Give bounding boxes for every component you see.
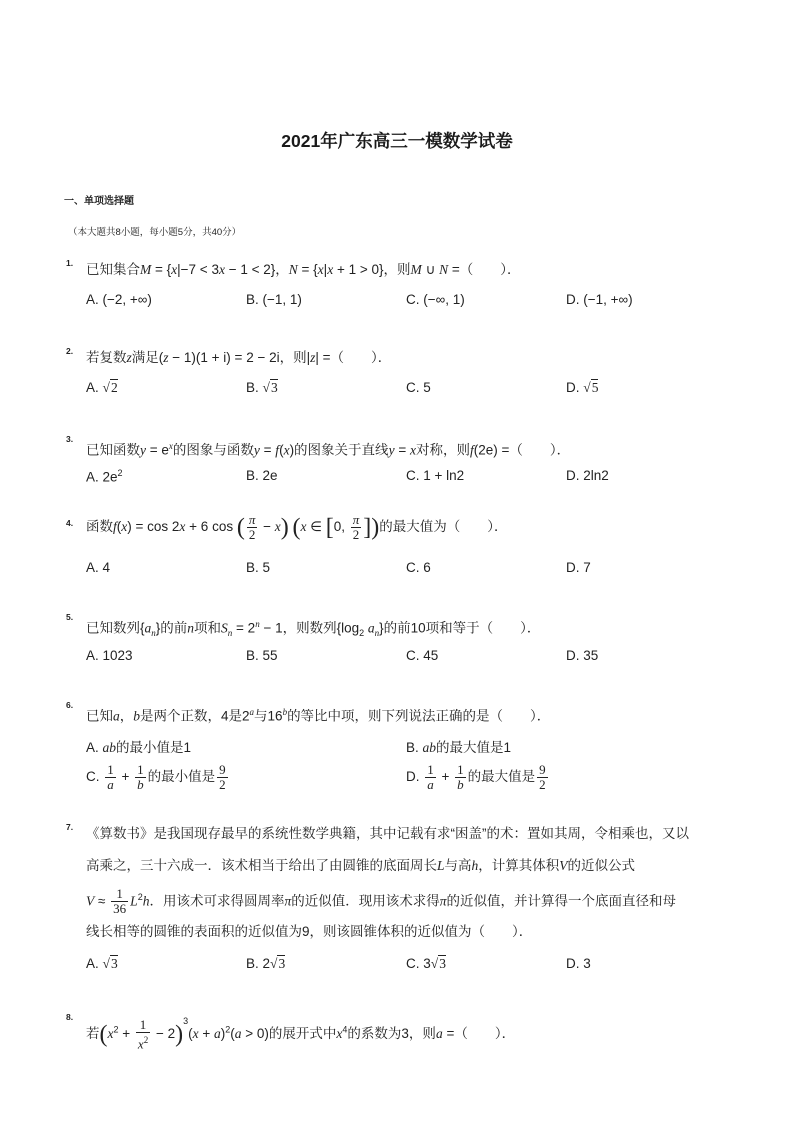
page-title: 2021年广东高三一模数学试卷 bbox=[281, 131, 513, 151]
option-c[interactable]: C. 1 + ln2 bbox=[406, 468, 465, 483]
option-a[interactable]: A. 4 bbox=[86, 560, 111, 575]
question-stem: 若复数z满足(z − 1)(1 + i) = 2 − 2i，则|z| =（ ）． bbox=[86, 350, 392, 365]
option-b[interactable]: B. 2√3 bbox=[246, 956, 286, 971]
option-d[interactable]: D. 2ln2 bbox=[566, 468, 609, 483]
option-b[interactable]: B. 2e bbox=[246, 468, 278, 483]
question-number: 1. bbox=[66, 258, 74, 268]
option-c[interactable]: C. 6 bbox=[406, 560, 431, 575]
option-d[interactable]: D. 3 bbox=[566, 956, 591, 971]
question-stem-line-4: 线长相等的圆锥的表面积的近似值为9，则该圆锥体积的近似值为（ ）． bbox=[86, 924, 533, 939]
question-stem: 已知集合M = {x|−7 < 3x − 1 < 2}，N = {x|x + 1 > 0}，则M ∪ N =（ ）． bbox=[86, 262, 521, 277]
option-a[interactable]: A. √3 bbox=[86, 956, 118, 971]
question-stem: 已知数列$\{a_n\}$的前n项和$S_n = 2^n - 1$，则数列{$\log_2$ $a_n$}的前10项和等于（ ）． bbox=[86, 619, 541, 639]
question-stem-line-3: V ≈ $\frac{1}{36}$ $L^2h$．用该术可求得圆周率π的近似值．现用该术求得π的近似值，并计算得一个底面直径和母 bbox=[86, 886, 676, 917]
option-a[interactable]: A. $2e^2$ bbox=[86, 468, 123, 485]
option-a[interactable]: A. ab的最小值是1 bbox=[86, 740, 192, 755]
option-d[interactable]: D. $\frac{1}{a}$ + $\frac{1}{b}$ 的最大值是 $\frac{9}{2}$ bbox=[406, 761, 546, 792]
option-c[interactable]: C. 5 bbox=[406, 380, 431, 395]
option-d[interactable]: D. 35 bbox=[566, 648, 599, 663]
option-c[interactable]: C. (−∞, 1) bbox=[406, 292, 465, 307]
question-stem-line-1: 《算数书》是我国现存最早的系统性数学典籍，其中记载有求“困盖”的术：置如其周，令相乘也，又以 bbox=[86, 826, 689, 841]
option-b[interactable]: B. √3 bbox=[246, 380, 278, 395]
question-stem: 函数f(x) = cos 2x + 6 cos ( $\frac{\pi}{2}$ − x) (x ∈ [0, $\frac{\pi}{2}$ ])的最大值为（ ）． bbox=[86, 511, 508, 542]
question-stem: 已知a，b是两个正数，4是2$^a$与16$^b$的等比中项，则下列说法正确的是（ ）． bbox=[86, 707, 551, 724]
option-b[interactable]: B. ab的最大值是1 bbox=[406, 740, 512, 755]
question-stem: 已知函数$y = e^x$的图象与函数y = f(x)的图象关于直线y = x对称，则f(2e) =（ ）． bbox=[86, 441, 571, 458]
question-number: 2. bbox=[66, 346, 74, 356]
section-note: （本大题共8小题，每小题5分，共40分） bbox=[68, 227, 242, 238]
question-number: 4. bbox=[66, 518, 74, 528]
option-b[interactable]: B. 55 bbox=[246, 648, 278, 663]
option-c[interactable]: C. 45 bbox=[406, 648, 439, 663]
option-d[interactable]: D. (−1, +∞) bbox=[566, 292, 633, 307]
option-b[interactable]: B. 5 bbox=[246, 560, 271, 575]
question-number: 7. bbox=[66, 822, 74, 832]
option-a[interactable]: A. √2 bbox=[86, 380, 118, 395]
section-heading: 一、单项选择题 bbox=[64, 196, 134, 207]
option-d[interactable]: D. 7 bbox=[566, 560, 591, 575]
question-number: 8. bbox=[66, 1012, 74, 1022]
option-a[interactable]: A. (−2, +∞) bbox=[86, 292, 152, 307]
option-b[interactable]: B. (−1, 1) bbox=[246, 292, 302, 307]
option-d[interactable]: D. √5 bbox=[566, 380, 599, 395]
question-number: 5. bbox=[66, 612, 74, 622]
question-stem: 若($x^2$ + $\frac{1}{x^2}$ − $2)^3(x + a)^2(a > 0)$的展开式中$x^4$的系数为3，则a =（ ）． bbox=[86, 1016, 516, 1052]
option-a[interactable]: A. 1023 bbox=[86, 648, 133, 663]
question-number: 3. bbox=[66, 434, 74, 444]
option-c[interactable]: C. $\frac{1}{a}$ + $\frac{1}{b}$ 的最小值是 $\frac{9}{2}$ bbox=[86, 761, 226, 792]
question-number: 6. bbox=[66, 700, 74, 710]
option-c[interactable]: C. 3√3 bbox=[406, 956, 446, 971]
question-stem-line-2: 高乘之，三十六成一．该术相当于给出了由圆锥的底面周长L与高h，计算其体积V的近似公式 bbox=[86, 858, 636, 873]
